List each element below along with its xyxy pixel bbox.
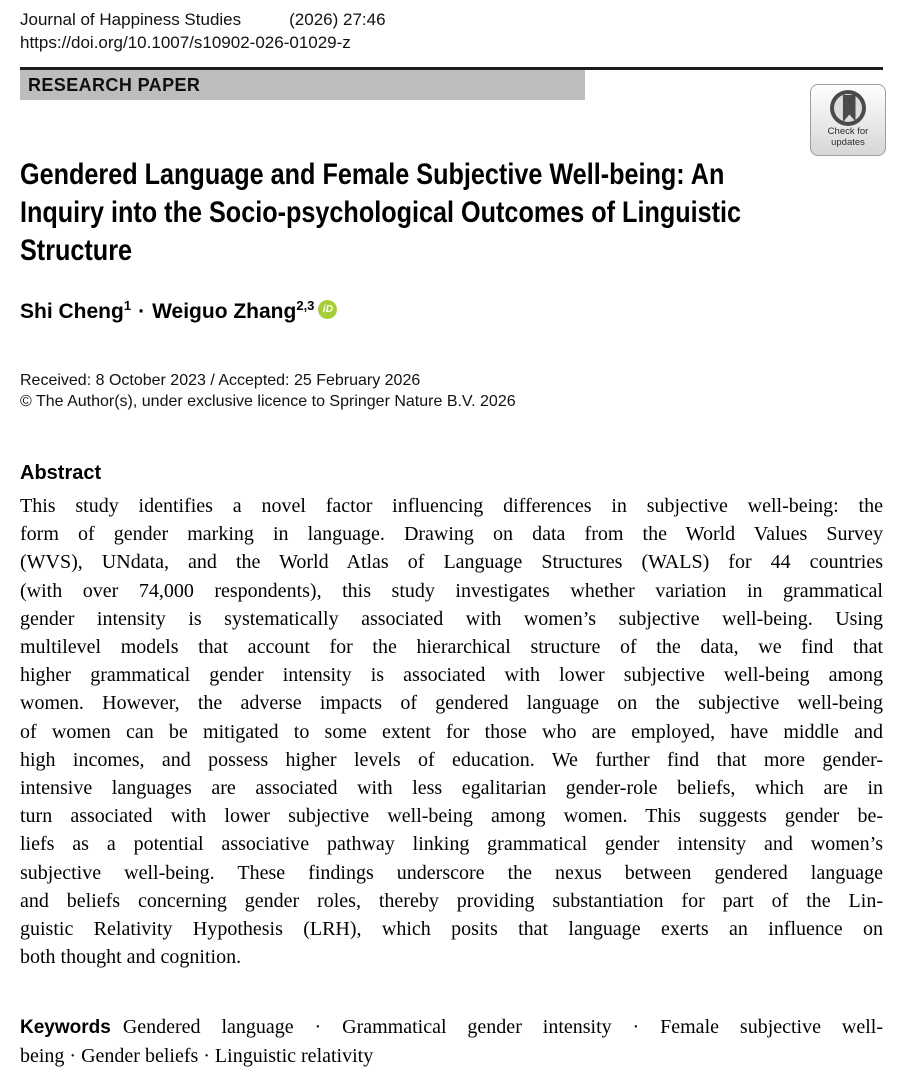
abstract-body [20,492,883,971]
keywords-line [20,1013,883,1042]
abstract-line: of women can be mitigated to some extent for those who are employed, have middle and [20,720,883,743]
abstract-line: high incomes, and possess higher levels of education. We further find that more gender- [20,748,883,771]
article-dates [20,370,883,412]
abstract-line: guistic Relativity Hypothesis (LRH), which posits that language exerts an influence on [20,918,883,941]
abstract-line: liefs as a potential associative pathway linking grammatical gender intensity and women’s [20,833,883,856]
crossmark-icon [830,90,866,126]
abstract-line: and beliefs concerning gender roles, thereby providing substantiation for part of the Lin- [20,889,883,912]
abstract-line: turn associated with lower subjective well-being among women. This suggests gender be- [20,805,883,828]
abstract-line: form of gender marking in language. Drawing on data from the World Values Survey [20,523,883,546]
abstract-line: intensive languages are associated with less egalitarian gender-role beliefs, which are in [20,777,883,800]
received-accepted-line: Received: 8 October 2023 / Accepted: 25 February 2026 [20,372,421,389]
check-updates-label-line1: Check for [827,126,869,137]
author-affiliation-sup: 2,3 [296,298,315,313]
abstract-line: gender intensity is systematically associated with women’s subjective well-being. Using [20,607,883,630]
check-updates-label-line2: updates [831,136,865,148]
abstract-line: both thought and cognition. [20,946,242,969]
paper-title-line: Structure [20,234,133,267]
abstract-line: (WVS), UNdata, and the World Atlas of Language Structures (WALS) for 44 countries [20,551,883,574]
keywords-line: being · Gender beliefs · Linguistic relativity [20,1045,374,1068]
author-name: Weiguo Zhang [152,300,297,323]
keywords-label: Keywords [20,1017,111,1039]
abstract-heading: Abstract [20,462,102,484]
copyright-line: © The Author(s), under exclusive licence to Springer Nature B.V. 2026 [20,393,516,410]
paper-title [20,156,884,270]
abstract-line: higher grammatical gender intensity is associated with lower subjective well-being among [20,664,883,687]
article-type-banner [20,70,585,100]
bookmark-icon [843,95,856,122]
doi-link[interactable]: https://doi.org/10.1007/s10902-026-01029-z [20,33,351,52]
keywords-block [20,1013,883,1070]
doi-row [20,31,883,54]
author-affiliation-sup: 1 [123,298,132,313]
abstract-line: women. However, the adverse impacts of gendered language on the subjective well-being [20,692,883,715]
keywords-text: Gendered language · Grammatical gender intensity · Female subjective well- [122,1016,883,1039]
author-name: Shi Cheng [20,300,124,323]
author-list [20,298,883,326]
check-for-updates-badge[interactable] [810,84,886,156]
journal-name: Journal of Happiness Studies [20,10,242,29]
abstract-line: (with over 74,000 respondents), this study investigates whether variation in grammatical [20,579,883,602]
abstract-line: multilevel models that account for the hierarchical structure of the data, we find that [20,636,883,659]
paper-title-line: Gendered Language and Female Subjective Well-being: An [20,158,725,191]
orcid-icon[interactable]: iD [318,300,337,319]
abstract-line: This study identifies a novel factor influencing differences in subjective well-being: the [20,495,883,517]
issue-volume-page: (2026) 27:46 [289,10,386,29]
article-type-label: RESEARCH PAPER [28,74,201,95]
journal-header [20,8,883,31]
author-separator: · [138,300,146,323]
abstract-line: subjective well-being. These findings underscore the nexus between gendered language [20,861,883,884]
paper-title-line: Inquiry into the Socio-psychological Outcomes of Linguistic [20,196,742,229]
